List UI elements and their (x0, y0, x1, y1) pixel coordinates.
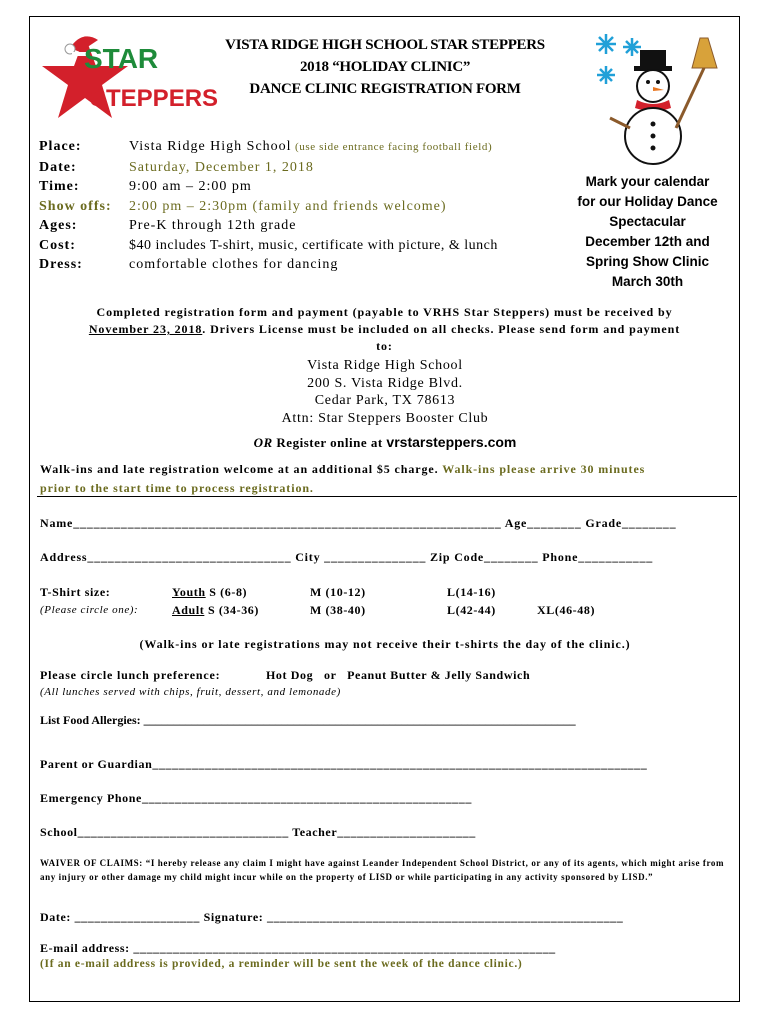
details-row-date: Date: Saturday, December 1, 2018 (39, 159, 314, 175)
parent-guardian-field[interactable]: Parent or Guardian___________________________________________________________________________ (40, 757, 648, 771)
walkins-notice: Walk-ins and late registration welcome at an additional $5 charge. Walk-ins please arrive 30 minutes prior to the start time to process registration. (40, 462, 646, 495)
adult-xl-option[interactable]: XL(46-48) (537, 603, 596, 617)
emergency-phone-field[interactable]: Emergency Phone__________________________________________________ (40, 791, 472, 805)
header-clinic: 2018 “HOLIDAY CLINIC” (299, 59, 471, 75)
youth-large-option[interactable]: L(14-16) (447, 585, 496, 599)
logo-steppers-text: STEPPERS (90, 85, 219, 112)
divider (37, 496, 737, 497)
registration-deadline: November 23, 2018 (88, 322, 203, 336)
lunch-preference-label: Please circle lunch preference: (40, 668, 221, 682)
website-link[interactable]: vrstarsteppers.com (386, 434, 517, 450)
address-city-zip-phone-field[interactable]: Address______________________________ City _______________ Zip Code________ Phone___________ (40, 550, 654, 564)
adult-medium-option[interactable]: M (38-40) (310, 603, 366, 617)
lunch-note: (All lunches served with chips, fruit, dessert, and lemonade) (40, 686, 341, 698)
date-signature-field[interactable]: Date: ___________________ Signature: ______________________________________________________ (40, 910, 624, 924)
details-row-ages: Ages: Pre-K through 12th grade (39, 218, 297, 233)
snowflake-icon (596, 34, 641, 84)
tshirt-circle-note: (Please circle one): (40, 604, 139, 616)
snowman-illustration (592, 28, 722, 168)
calendar-note: Mark your calendar for our Holiday Dance Spectacular December 12th and Spring Show Clinic March 30th (577, 174, 718, 289)
adult-small-option[interactable]: Adult S (34-36) (172, 603, 260, 617)
header-form-title: DANCE CLINIC REGISTRATION FORM (249, 81, 521, 97)
event-details (39, 137, 579, 275)
food-allergies-field[interactable]: List Food Allergies: ________________________________________________________________________ (40, 713, 576, 727)
youth-small-option[interactable]: Youth S (6-8) (172, 585, 248, 599)
details-row-showoffs: Show offs: 2:00 pm – 2:30pm (family and friends welcome) (39, 198, 447, 214)
email-reminder-note: (If an e-mail address is provided, a reminder will be sent the week of the dance clinic.) (40, 958, 523, 970)
details-row-cost: Cost: $40 includes T-shirt, music, certificate with picture, & lunch (39, 237, 498, 253)
details-row-place: Place: Vista Ridge High School (use side entrance facing football field) (39, 139, 493, 154)
lunch-options[interactable]: Hot Dog or Peanut Butter & Jelly Sandwich (266, 668, 531, 682)
payment-instructions: Completed registration form and payment (payable to VRHS Star Steppers) must be received by November 23, 2018. Drivers License must be included on all checks. Please send form and payment to: (88, 305, 681, 353)
waiver-of-claims: WAIVER OF CLAIMS: “I hereby release any claim I might have against Leander Independent School District, or any of its agents, which might arise from any injury or other damage my child might incur while on the property of LISD or while participating in any activity sponsored by LISD.” (40, 858, 725, 882)
email-field[interactable]: E-mail address: ________________________________________________________________ (40, 941, 556, 955)
logo-star-text: STAR (84, 43, 159, 74)
tshirt-size-label: T-Shirt size: (40, 585, 111, 599)
mailing-address: Vista Ridge High School 200 S. Vista Ridge Blvd. Cedar Park, TX 78613 Attn: Star Steppers Booster Club (281, 358, 489, 426)
details-row-dress: Dress: comfortable clothes for dancing (39, 257, 339, 272)
tshirt-warning: (Walk-ins or late registrations may not receive their t-shirts the day of the clinic.) (139, 637, 631, 651)
details-row-time: Time: 9:00 am – 2:00 pm (39, 179, 252, 194)
header-title: VISTA RIDGE HIGH SCHOOL STAR STEPPERS (225, 37, 545, 53)
school-teacher-field[interactable]: School________________________________ Teacher_____________________ (40, 825, 476, 839)
register-online: OR Register online at vrstarsteppers.com (253, 434, 517, 450)
name-age-grade-field[interactable]: Name_______________________________________________________________ Age________ Grade________ (40, 516, 677, 530)
youth-medium-option[interactable]: M (10-12) (310, 585, 366, 599)
adult-large-option[interactable]: L(42-44) (447, 603, 496, 617)
